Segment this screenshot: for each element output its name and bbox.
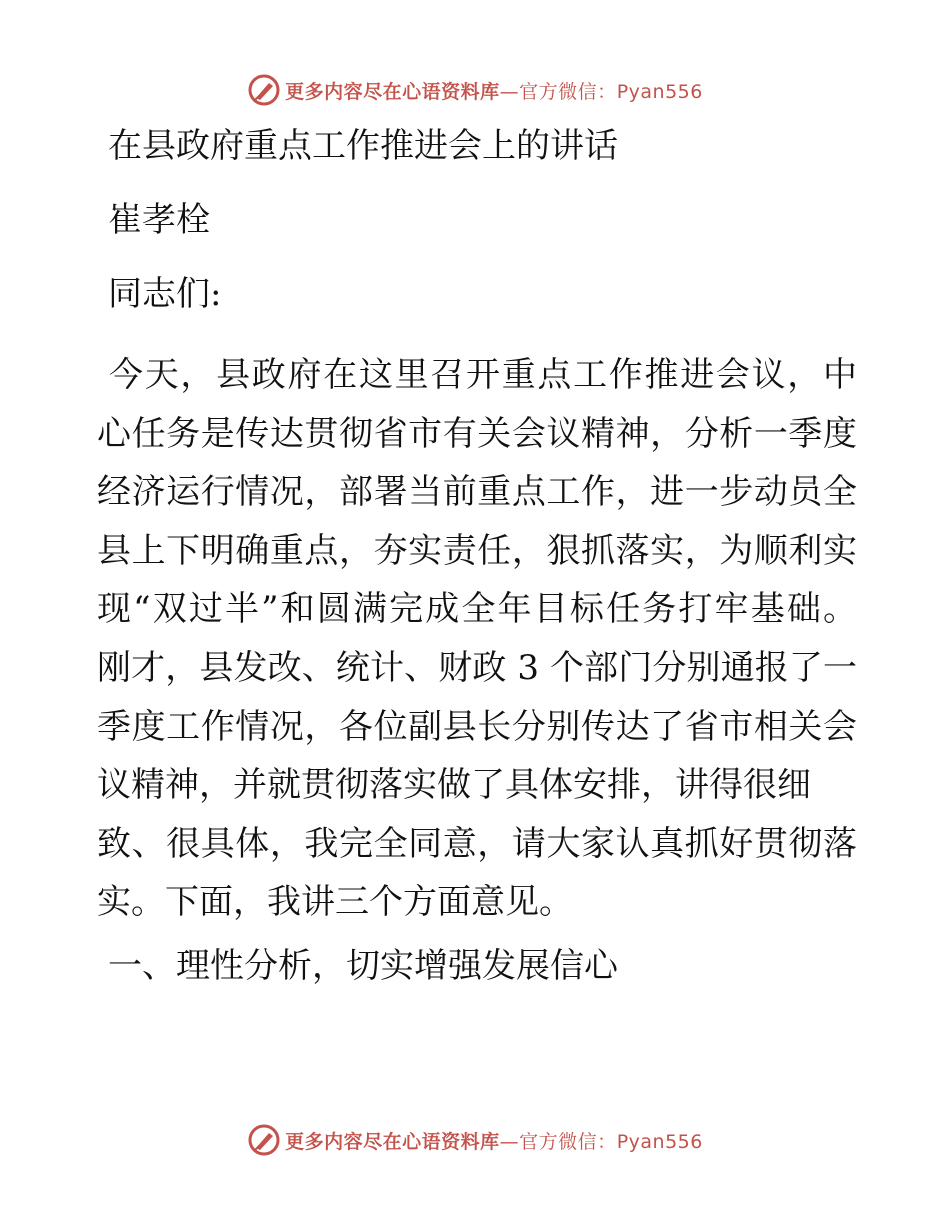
paragraph-line: 经济运行情况，部署当前重点工作，进一步动员全 <box>97 472 857 513</box>
paragraph-line: 致、很具体，我完全同意，请大家认真抓好贯彻落 <box>97 823 857 864</box>
author-name: 崔孝栓 <box>108 200 210 240</box>
body-paragraph <box>97 346 857 932</box>
paragraph-line: 现“双过半”和圆满完成全年目标任务打牢基础。 <box>97 589 857 630</box>
pen-feather-logo-icon <box>247 1123 281 1157</box>
document-title: 在县政府重点工作推进会上的讲话 <box>108 126 618 166</box>
paragraph-line: 季度工作情况，各位副县长分别传达了省市相关会 <box>97 706 857 747</box>
header-watermark <box>0 70 950 110</box>
paragraph-line: 实。下面，我讲三个方面意见。 <box>97 882 573 923</box>
watermark-text: 更多内容尽在心语资料库—官方微信：Pyan556 <box>285 80 703 103</box>
greeting: 同志们: <box>108 274 222 314</box>
paragraph-line: 议精神，并就贯彻落实做了具体安排，讲得很细 <box>97 765 811 806</box>
watermark-text: 更多内容尽在心语资料库—官方微信：Pyan556 <box>285 1130 703 1153</box>
paragraph-line: 刚才，县发改、统计、财政 3 个部门分别通报了一 <box>97 647 857 688</box>
pen-feather-logo-icon <box>247 73 281 107</box>
paragraph-line: 今天，县政府在这里召开重点工作推进会议，中 <box>109 355 857 395</box>
section-heading: 一、理性分析，切实增强发展信心 <box>108 946 618 986</box>
paragraph-line: 县上下明确重点，夯实责任，狠抓落实，为顺利实 <box>97 530 857 571</box>
paragraph-line: 心任务是传达贯彻省市有关会议精神，分析一季度 <box>97 413 857 454</box>
footer-watermark <box>0 1120 950 1160</box>
